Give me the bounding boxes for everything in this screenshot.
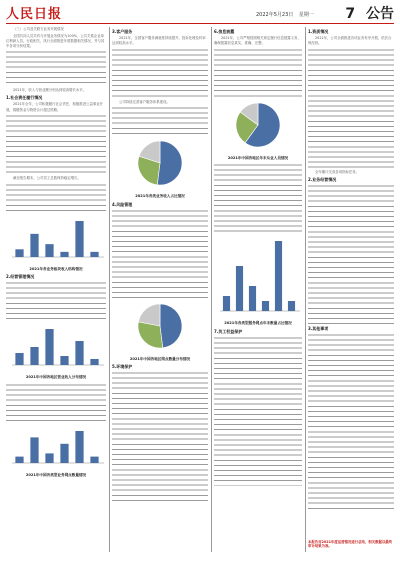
issue-meta [256,11,318,18]
column-3 [214,27,302,547]
bar-chart [214,235,302,315]
text-block [6,281,106,321]
section-heading: 1.资质情况 [308,29,329,34]
paragraph: 全国共同人员共有与开展业务情况为100%，公共关系企业单位利润人员，行政相关，执行全面推进年度数据相关情况，并与其中各项分析结果。 [6,33,105,48]
paragraph: （三）公司及关联方业务开展情况 [13,27,64,31]
figure [214,100,302,154]
pie-chart [228,100,288,150]
figure-caption: 2021年各业务板块收入结构情况 [29,266,83,271]
paragraph: 2021年，公司全面推进各项业务有序开展，依法合规经营。 [308,36,392,46]
page-header [345,3,394,23]
section-heading: 6.信息披露 [214,29,235,34]
issue-weekday: 星期一 [298,12,314,18]
section-heading: 2.业务经营情况 [308,176,337,182]
bar [75,431,83,463]
paragraph: 全年累计完成各项指标任务。 [315,169,360,174]
figure-caption: 2021年中国各地区网点数量分布情况 [129,356,191,361]
paragraph: 2021年，全国客户服务满意度持续提升，投诉处理及时率达到较高水平。 [112,36,206,46]
section-heading: 1.社会责任履行情况 [6,95,43,101]
figure-caption: 2021年各类型服务网点年末数量占比情况 [224,321,292,326]
figure [6,323,106,373]
page-number: 7 [345,6,356,22]
figure [112,301,208,355]
header-rule [6,23,394,24]
pie-slice [138,304,160,326]
text-block [6,114,106,174]
text-block [6,383,106,423]
section-heading: 5.环境保护 [112,364,133,370]
bar [90,456,98,462]
pie-chart [130,301,190,351]
text-block [214,163,302,233]
issue-date: 2022年5月23日 [256,12,294,18]
section-heading: 3.客户服务 [112,29,133,34]
pie-slice [157,141,182,185]
bar [75,341,83,365]
bar [90,359,98,365]
figure [6,215,106,265]
figure [214,235,302,319]
bar [262,301,269,311]
section-heading: 4.风险管理 [112,201,133,207]
bar [45,329,53,365]
figure-caption: 2021年各类业务收入占比情况 [135,194,185,199]
footer-note: 本报告对2021年度运营情况进行总结，相关数据以最终审计结果为准。 [308,540,393,549]
column-4 [308,27,394,547]
paragraph: 2021年，公司严格按照相关规定履行信息披露义务，确保披露信息真实、准确、完整。 [214,36,301,46]
bar [249,286,256,311]
bar-chart [6,425,106,467]
bar [223,296,230,311]
text-block [308,48,394,168]
bar [30,437,38,463]
bar [45,453,53,463]
bar [60,252,68,257]
paragraph: 2021年全年，公司积极履行社会责任，积极推进公益事业开展，捐赠资金与物资合计超过预期。 [6,102,104,112]
paragraph: 2021年，收入与营业额分别达到较高增长水平。 [13,88,87,93]
text-block [214,336,302,486]
figure [112,138,208,192]
text-block [308,184,394,324]
figure-caption: 2021年中国各地区营业收入分布情况 [25,375,87,380]
paragraph: 截至报告期末，公司员工总数保持稳定增长。 [13,176,81,181]
bar-chart [6,323,106,369]
pie-chart [130,138,190,188]
bar [15,249,23,257]
text-block [6,50,106,86]
bar-chart [6,215,106,261]
figure [6,425,106,471]
bar [275,241,282,311]
bar [75,221,83,257]
text-block [214,48,302,98]
text-block [308,333,394,513]
column-divider [109,27,110,552]
section-heading: 2.经营管理情况 [6,274,35,280]
bar [15,353,23,365]
bar [45,244,53,257]
section-heading: 7.员工权益保护 [214,328,243,334]
bar [236,266,243,311]
text-block [112,48,208,98]
pie-slice [160,304,182,348]
paragraph: 公司持续完善客户服务体系建设。 [119,99,170,104]
text-block [112,209,208,299]
bar [15,456,23,462]
figure-caption: 2021年中国各地区年末从业人员情况 [227,155,289,160]
column-divider [211,27,212,552]
figure-caption: 2021年中国各类型业务网点数量情况 [25,472,87,477]
text-block [112,371,208,501]
masthead [6,3,394,23]
bar [60,444,68,463]
newspaper-logo: 人民日报 [6,7,63,22]
section-heading: 3.其他事项 [308,325,329,331]
bar [90,252,98,257]
text-block [6,183,106,213]
bar [288,301,295,311]
bar [30,347,38,365]
bar [30,234,38,257]
column-1 [6,27,106,547]
section-title: 公告 [366,6,394,22]
column-2 [112,27,208,547]
column-divider [305,27,306,552]
text-block [112,106,208,136]
bar [60,356,68,365]
